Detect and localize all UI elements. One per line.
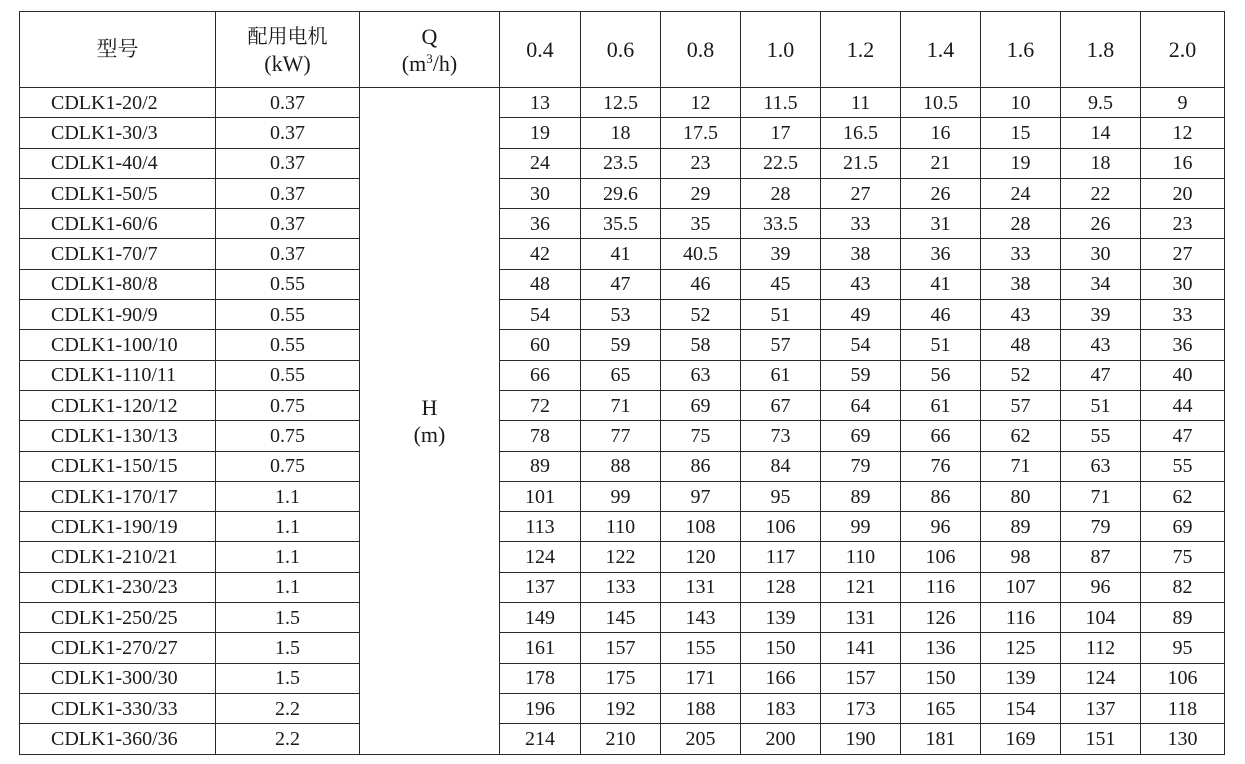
head-value-cell: 71 xyxy=(1061,481,1141,511)
head-value-cell: 34 xyxy=(1061,269,1141,299)
head-value-cell: 175 xyxy=(581,663,661,693)
header-flow-value: 0.6 xyxy=(581,12,661,88)
model-cell: CDLK1-60/6 xyxy=(20,209,216,239)
head-value-cell: 36 xyxy=(500,209,581,239)
head-value-cell: 73 xyxy=(741,421,821,451)
head-value-cell: 40.5 xyxy=(661,239,741,269)
head-value-cell: 18 xyxy=(1061,148,1141,178)
head-value-cell: 19 xyxy=(500,118,581,148)
power-cell: 0.37 xyxy=(216,88,360,118)
head-value-cell: 133 xyxy=(581,572,661,602)
head-value-cell: 89 xyxy=(500,451,581,481)
head-value-cell: 131 xyxy=(661,572,741,602)
head-value-cell: 139 xyxy=(741,603,821,633)
head-value-cell: 20 xyxy=(1141,178,1225,208)
flow-unit-exponent: 3 xyxy=(426,50,433,66)
head-value-cell: 35.5 xyxy=(581,209,661,239)
head-value-cell: 76 xyxy=(901,451,981,481)
table-row xyxy=(20,300,1225,330)
head-value-cell: 165 xyxy=(901,693,981,723)
head-value-cell: 30 xyxy=(500,178,581,208)
table-row xyxy=(20,360,1225,390)
table-row xyxy=(20,451,1225,481)
head-value-cell: 214 xyxy=(500,724,581,754)
head-value-cell: 112 xyxy=(1061,633,1141,663)
head-value-cell: 173 xyxy=(821,693,901,723)
head-value-cell: 63 xyxy=(661,360,741,390)
head-value-cell: 29.6 xyxy=(581,178,661,208)
head-value-cell: 26 xyxy=(1061,209,1141,239)
header-flow-value: 0.8 xyxy=(661,12,741,88)
table-row xyxy=(20,724,1225,754)
head-value-cell: 23 xyxy=(1141,209,1225,239)
header-flow-unit xyxy=(360,50,499,77)
head-value-cell: 52 xyxy=(981,360,1061,390)
power-cell: 1.1 xyxy=(216,572,360,602)
head-value-cell: 190 xyxy=(821,724,901,754)
head-value-cell: 19 xyxy=(981,148,1061,178)
head-value-cell: 181 xyxy=(901,724,981,754)
head-value-cell: 28 xyxy=(741,178,821,208)
head-value-cell: 107 xyxy=(981,572,1061,602)
model-cell: CDLK1-80/8 xyxy=(20,269,216,299)
head-value-cell: 57 xyxy=(741,330,821,360)
head-value-cell: 67 xyxy=(741,390,821,420)
head-value-cell: 108 xyxy=(661,512,741,542)
head-value-cell: 9 xyxy=(1141,88,1225,118)
head-value-cell: 71 xyxy=(981,451,1061,481)
table-row xyxy=(20,148,1225,178)
head-value-cell: 72 xyxy=(500,390,581,420)
head-value-cell: 33.5 xyxy=(741,209,821,239)
head-value-cell: 48 xyxy=(981,330,1061,360)
header-flow-value: 2.0 xyxy=(1141,12,1225,88)
head-value-cell: 99 xyxy=(821,512,901,542)
head-value-cell: 124 xyxy=(1061,663,1141,693)
head-value-cell: 104 xyxy=(1061,603,1141,633)
header-flow-value: 1.8 xyxy=(1061,12,1141,88)
head-value-cell: 23.5 xyxy=(581,148,661,178)
table-row xyxy=(20,178,1225,208)
head-value-cell: 157 xyxy=(821,663,901,693)
flow-unit-prefix: (m xyxy=(401,50,427,76)
head-value-cell: 122 xyxy=(581,542,661,572)
head-value-cell: 82 xyxy=(1141,572,1225,602)
head-value-cell: 137 xyxy=(500,572,581,602)
head-value-cell: 149 xyxy=(500,603,581,633)
head-value-cell: 29 xyxy=(661,178,741,208)
power-cell: 0.55 xyxy=(216,330,360,360)
head-value-cell: 24 xyxy=(981,178,1061,208)
table-row xyxy=(20,239,1225,269)
head-value-cell: 126 xyxy=(901,603,981,633)
head-value-cell: 80 xyxy=(981,481,1061,511)
power-cell: 2.2 xyxy=(216,724,360,754)
head-value-cell: 75 xyxy=(661,421,741,451)
power-cell: 1.5 xyxy=(216,663,360,693)
head-label: H xyxy=(421,394,438,420)
head-value-cell: 43 xyxy=(981,300,1061,330)
head-value-cell: 16 xyxy=(901,118,981,148)
model-cell: CDLK1-90/9 xyxy=(20,300,216,330)
model-cell: CDLK1-30/3 xyxy=(20,118,216,148)
head-value-cell: 17 xyxy=(741,118,821,148)
head-value-cell: 166 xyxy=(741,663,821,693)
head-value-cell: 86 xyxy=(901,481,981,511)
head-value-cell: 54 xyxy=(500,300,581,330)
head-value-cell: 110 xyxy=(581,512,661,542)
head-value-cell: 210 xyxy=(581,724,661,754)
head-value-cell: 16 xyxy=(1141,148,1225,178)
model-cell: CDLK1-110/11 xyxy=(20,360,216,390)
head-value-cell: 36 xyxy=(1141,330,1225,360)
table-row xyxy=(20,481,1225,511)
model-cell: CDLK1-130/13 xyxy=(20,421,216,451)
table-row xyxy=(20,118,1225,148)
head-value-cell: 150 xyxy=(901,663,981,693)
model-cell: CDLK1-190/19 xyxy=(20,512,216,542)
performance-sheet xyxy=(19,11,1225,755)
head-value-cell: 47 xyxy=(581,269,661,299)
head-value-cell: 96 xyxy=(901,512,981,542)
head-value-cell: 53 xyxy=(581,300,661,330)
head-value-cell: 12 xyxy=(1141,118,1225,148)
head-value-cell: 171 xyxy=(661,663,741,693)
head-value-cell: 62 xyxy=(981,421,1061,451)
head-value-cell: 113 xyxy=(500,512,581,542)
head-value-cell: 66 xyxy=(500,360,581,390)
head-value-cell: 120 xyxy=(661,542,741,572)
power-cell: 1.1 xyxy=(216,512,360,542)
head-value-cell: 38 xyxy=(821,239,901,269)
head-value-cell: 95 xyxy=(1141,633,1225,663)
model-cell: CDLK1-40/4 xyxy=(20,148,216,178)
head-value-cell: 59 xyxy=(821,360,901,390)
head-value-cell: 14 xyxy=(1061,118,1141,148)
head-value-cell: 178 xyxy=(500,663,581,693)
head-value-cell: 75 xyxy=(1141,542,1225,572)
head-value-cell: 157 xyxy=(581,633,661,663)
power-cell: 1.1 xyxy=(216,542,360,572)
head-value-cell: 150 xyxy=(741,633,821,663)
head-value-cell: 192 xyxy=(581,693,661,723)
model-cell: CDLK1-170/17 xyxy=(20,481,216,511)
table-body xyxy=(20,88,1225,755)
model-cell: CDLK1-230/23 xyxy=(20,572,216,602)
head-value-cell: 169 xyxy=(981,724,1061,754)
head-value-cell: 39 xyxy=(741,239,821,269)
head-value-cell: 46 xyxy=(901,300,981,330)
head-value-cell: 151 xyxy=(1061,724,1141,754)
head-value-cell: 26 xyxy=(901,178,981,208)
head-value-cell: 11.5 xyxy=(741,88,821,118)
head-value-cell: 30 xyxy=(1141,269,1225,299)
head-value-cell: 42 xyxy=(500,239,581,269)
head-value-cell: 55 xyxy=(1141,451,1225,481)
head-value-cell: 62 xyxy=(1141,481,1225,511)
power-cell: 0.75 xyxy=(216,390,360,420)
table-row xyxy=(20,88,1225,118)
power-cell: 0.37 xyxy=(216,148,360,178)
header-motor-unit: (kW) xyxy=(264,50,311,76)
head-value-cell: 58 xyxy=(661,330,741,360)
head-value-cell: 106 xyxy=(741,512,821,542)
head-value-cell: 27 xyxy=(821,178,901,208)
header-motor-label: 配用电机 xyxy=(247,23,328,48)
header-flow-value: 1.4 xyxy=(901,12,981,88)
model-cell: CDLK1-250/25 xyxy=(20,603,216,633)
head-value-cell: 139 xyxy=(981,663,1061,693)
head-value-cell: 61 xyxy=(741,360,821,390)
head-value-cell: 69 xyxy=(661,390,741,420)
head-value-cell: 89 xyxy=(821,481,901,511)
head-value-cell: 57 xyxy=(981,390,1061,420)
head-value-cell: 54 xyxy=(821,330,901,360)
head-value-cell: 64 xyxy=(821,390,901,420)
table-row xyxy=(20,603,1225,633)
table-row xyxy=(20,542,1225,572)
table-row xyxy=(20,572,1225,602)
head-value-cell: 205 xyxy=(661,724,741,754)
header-flow-value: 1.2 xyxy=(821,12,901,88)
model-cell: CDLK1-150/15 xyxy=(20,451,216,481)
model-cell: CDLK1-70/7 xyxy=(20,239,216,269)
head-value-cell: 97 xyxy=(661,481,741,511)
head-value-cell: 45 xyxy=(741,269,821,299)
power-cell: 0.75 xyxy=(216,451,360,481)
head-value-cell: 12.5 xyxy=(581,88,661,118)
head-value-cell: 95 xyxy=(741,481,821,511)
model-cell: CDLK1-50/5 xyxy=(20,178,216,208)
power-cell: 0.37 xyxy=(216,178,360,208)
power-cell: 0.55 xyxy=(216,360,360,390)
head-value-cell: 137 xyxy=(1061,693,1141,723)
head-value-cell: 23 xyxy=(661,148,741,178)
power-cell: 2.2 xyxy=(216,693,360,723)
head-value-cell: 43 xyxy=(821,269,901,299)
head-value-cell: 71 xyxy=(581,390,661,420)
head-value-cell: 101 xyxy=(500,481,581,511)
model-cell: CDLK1-210/21 xyxy=(20,542,216,572)
table-row xyxy=(20,693,1225,723)
head-value-cell: 69 xyxy=(1141,512,1225,542)
power-cell: 1.5 xyxy=(216,603,360,633)
head-value-cell: 117 xyxy=(741,542,821,572)
head-value-cell: 110 xyxy=(821,542,901,572)
head-value-cell: 55 xyxy=(1061,421,1141,451)
head-value-cell: 89 xyxy=(1141,603,1225,633)
head-value-cell: 116 xyxy=(901,572,981,602)
head-value-cell: 106 xyxy=(1141,663,1225,693)
head-value-cell: 136 xyxy=(901,633,981,663)
head-value-cell: 51 xyxy=(901,330,981,360)
model-cell: CDLK1-120/12 xyxy=(20,390,216,420)
head-value-cell: 61 xyxy=(901,390,981,420)
head-value-cell: 28 xyxy=(981,209,1061,239)
header-flow-value: 1.6 xyxy=(981,12,1061,88)
head-value-cell: 43 xyxy=(1061,330,1141,360)
model-cell: CDLK1-330/33 xyxy=(20,693,216,723)
head-value-cell: 141 xyxy=(821,633,901,663)
header-motor xyxy=(216,12,360,88)
head-value-cell: 51 xyxy=(1061,390,1141,420)
head-value-cell: 128 xyxy=(741,572,821,602)
head-value-cell: 96 xyxy=(1061,572,1141,602)
head-value-cell: 118 xyxy=(1141,693,1225,723)
table-row xyxy=(20,330,1225,360)
head-value-cell: 116 xyxy=(981,603,1061,633)
head-value-cell: 12 xyxy=(661,88,741,118)
head-value-cell: 143 xyxy=(661,603,741,633)
power-cell: 0.75 xyxy=(216,421,360,451)
power-cell: 0.55 xyxy=(216,300,360,330)
head-value-cell: 121 xyxy=(821,572,901,602)
table-row xyxy=(20,421,1225,451)
head-value-cell: 154 xyxy=(981,693,1061,723)
head-value-cell: 16.5 xyxy=(821,118,901,148)
head-value-cell: 99 xyxy=(581,481,661,511)
head-value-cell: 40 xyxy=(1141,360,1225,390)
header-flow-label: Q xyxy=(421,23,438,49)
head-value-cell: 21.5 xyxy=(821,148,901,178)
head-value-cell: 13 xyxy=(500,88,581,118)
header-flow xyxy=(360,12,500,88)
table-row xyxy=(20,663,1225,693)
head-value-cell: 30 xyxy=(1061,239,1141,269)
head-value-cell: 125 xyxy=(981,633,1061,663)
head-value-cell: 35 xyxy=(661,209,741,239)
head-value-cell: 46 xyxy=(661,269,741,299)
head-value-cell: 33 xyxy=(1141,300,1225,330)
head-value-cell: 11 xyxy=(821,88,901,118)
head-value-cell: 17.5 xyxy=(661,118,741,148)
head-value-cell: 18 xyxy=(581,118,661,148)
power-cell: 0.37 xyxy=(216,118,360,148)
head-value-cell: 22 xyxy=(1061,178,1141,208)
header-row xyxy=(20,12,1225,88)
head-value-cell: 47 xyxy=(1141,421,1225,451)
head-value-cell: 22.5 xyxy=(741,148,821,178)
head-value-cell: 47 xyxy=(1061,360,1141,390)
head-value-cell: 10 xyxy=(981,88,1061,118)
head-value-cell: 59 xyxy=(581,330,661,360)
head-unit: (m) xyxy=(413,421,446,447)
head-value-cell: 56 xyxy=(901,360,981,390)
head-value-cell: 183 xyxy=(741,693,821,723)
head-value-cell: 41 xyxy=(901,269,981,299)
head-value-cell: 131 xyxy=(821,603,901,633)
head-label-cell xyxy=(360,88,500,755)
table-row xyxy=(20,633,1225,663)
head-value-cell: 188 xyxy=(661,693,741,723)
head-value-cell: 124 xyxy=(500,542,581,572)
header-flow-value: 0.4 xyxy=(500,12,581,88)
head-value-cell: 69 xyxy=(821,421,901,451)
head-value-cell: 79 xyxy=(1061,512,1141,542)
head-value-cell: 155 xyxy=(661,633,741,663)
power-cell: 1.1 xyxy=(216,481,360,511)
model-cell: CDLK1-270/27 xyxy=(20,633,216,663)
head-value-cell: 77 xyxy=(581,421,661,451)
head-value-cell: 130 xyxy=(1141,724,1225,754)
head-value-cell: 60 xyxy=(500,330,581,360)
model-cell: CDLK1-20/2 xyxy=(20,88,216,118)
flow-unit-suffix: /h) xyxy=(432,50,458,76)
power-cell: 1.5 xyxy=(216,633,360,663)
head-value-cell: 161 xyxy=(500,633,581,663)
head-value-cell: 15 xyxy=(981,118,1061,148)
header-model: 型号 xyxy=(20,12,216,88)
head-value-cell: 27 xyxy=(1141,239,1225,269)
head-value-cell: 24 xyxy=(500,148,581,178)
model-cell: CDLK1-300/30 xyxy=(20,663,216,693)
head-value-cell: 87 xyxy=(1061,542,1141,572)
table-row xyxy=(20,512,1225,542)
head-value-cell: 78 xyxy=(500,421,581,451)
head-value-cell: 79 xyxy=(821,451,901,481)
head-value-cell: 86 xyxy=(661,451,741,481)
model-cell: CDLK1-100/10 xyxy=(20,330,216,360)
head-value-cell: 36 xyxy=(901,239,981,269)
table-row xyxy=(20,269,1225,299)
head-value-cell: 51 xyxy=(741,300,821,330)
power-cell: 0.55 xyxy=(216,269,360,299)
head-value-cell: 88 xyxy=(581,451,661,481)
head-value-cell: 33 xyxy=(981,239,1061,269)
model-cell: CDLK1-360/36 xyxy=(20,724,216,754)
head-value-cell: 200 xyxy=(741,724,821,754)
head-value-cell: 89 xyxy=(981,512,1061,542)
head-value-cell: 65 xyxy=(581,360,661,390)
head-value-cell: 39 xyxy=(1061,300,1141,330)
head-value-cell: 21 xyxy=(901,148,981,178)
head-value-cell: 10.5 xyxy=(901,88,981,118)
header-flow-value: 1.0 xyxy=(741,12,821,88)
head-value-cell: 84 xyxy=(741,451,821,481)
head-value-cell: 48 xyxy=(500,269,581,299)
head-value-cell: 49 xyxy=(821,300,901,330)
head-value-cell: 66 xyxy=(901,421,981,451)
head-value-cell: 9.5 xyxy=(1061,88,1141,118)
head-value-cell: 145 xyxy=(581,603,661,633)
power-cell: 0.37 xyxy=(216,239,360,269)
head-value-cell: 106 xyxy=(901,542,981,572)
head-value-cell: 33 xyxy=(821,209,901,239)
head-value-cell: 63 xyxy=(1061,451,1141,481)
head-value-cell: 31 xyxy=(901,209,981,239)
head-value-cell: 52 xyxy=(661,300,741,330)
head-value-cell: 41 xyxy=(581,239,661,269)
head-value-cell: 196 xyxy=(500,693,581,723)
power-cell: 0.37 xyxy=(216,209,360,239)
head-value-cell: 38 xyxy=(981,269,1061,299)
head-value-cell: 98 xyxy=(981,542,1061,572)
head-value-cell: 44 xyxy=(1141,390,1225,420)
table-row xyxy=(20,209,1225,239)
table-row xyxy=(20,390,1225,420)
performance-table xyxy=(19,11,1225,755)
